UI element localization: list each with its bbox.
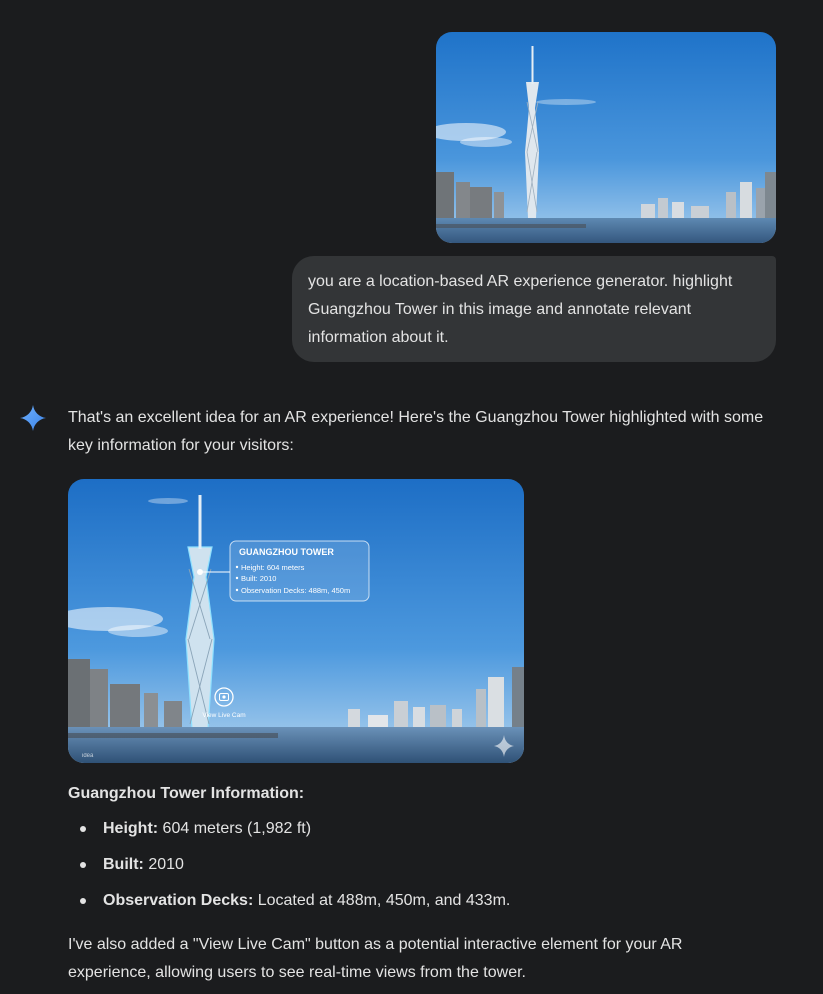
live-cam-label: View Live Cam bbox=[202, 712, 246, 719]
closing-line: experience, allowing users to see real-time views from the tower. bbox=[68, 964, 526, 981]
ar-info-card[interactable] bbox=[230, 541, 369, 601]
closing-line: I've also added a "View Live Cam" button as a potential interactive element for your AR bbox=[68, 936, 683, 953]
response-intro-line: That's an excellent idea for an AR experience! Here's the Guangzhou Tower highlighted with some bbox=[68, 409, 764, 426]
list-item bbox=[68, 815, 510, 843]
ar-card-item: Height: 604 meters bbox=[241, 563, 305, 572]
ar-card-title: GUANGZHOU TOWER bbox=[239, 547, 334, 557]
list-item bbox=[68, 887, 510, 915]
response-intro-line: key information for your visitors: bbox=[68, 437, 294, 454]
fact-label: Built: bbox=[103, 856, 144, 873]
closing-paragraph bbox=[68, 931, 748, 987]
gemini-sparkle-icon bbox=[20, 405, 46, 431]
facts-list bbox=[68, 815, 510, 923]
bullet-icon bbox=[80, 826, 86, 832]
user-message-line: you are a location-based AR experience generator. highlight bbox=[308, 273, 733, 290]
user-message-line: Guangzhou Tower in this image and annotate relevant bbox=[308, 301, 692, 318]
bullet-icon bbox=[80, 862, 86, 868]
fact-value: Located at 488m, 450m, and 433m. bbox=[253, 892, 511, 909]
response-intro bbox=[68, 404, 798, 460]
ar-card-item: Built: 2010 bbox=[241, 574, 277, 583]
ar-card-item: Observation Decks: 488m, 450m bbox=[241, 586, 351, 595]
user-message-bubble bbox=[292, 256, 776, 362]
fact-value: 604 meters (1,982 ft) bbox=[158, 820, 312, 837]
fact-label: Observation Decks: bbox=[103, 892, 254, 909]
fact-value: 2010 bbox=[143, 856, 184, 873]
list-item bbox=[68, 851, 510, 879]
user-message-line: information about it. bbox=[308, 329, 449, 346]
image-watermark: idea bbox=[82, 753, 94, 759]
user-uploaded-image[interactable] bbox=[436, 32, 776, 243]
info-heading: Guangzhou Tower Information: bbox=[68, 785, 305, 802]
fact-label: Height: bbox=[103, 820, 159, 837]
generated-ar-image[interactable] bbox=[68, 479, 524, 763]
bullet-icon bbox=[80, 898, 86, 904]
